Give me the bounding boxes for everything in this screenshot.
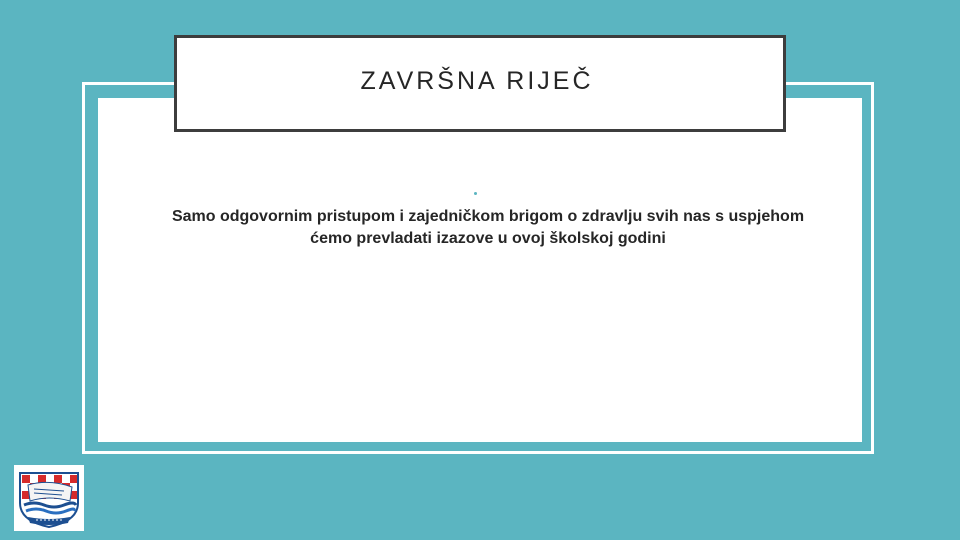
slide-title: ZAVRŠNA RIJEČ (360, 67, 594, 95)
content-panel (98, 98, 862, 442)
bullet-marker (474, 192, 477, 195)
slide-body-text: Samo odgovornim pristupom i zajedničkom brigom o zdravlju svih nas s uspjehom ćemo prevladati izazove u ovoj školskoj godini (171, 208, 805, 247)
title-box (174, 35, 786, 132)
school-crest-icon (14, 465, 84, 531)
